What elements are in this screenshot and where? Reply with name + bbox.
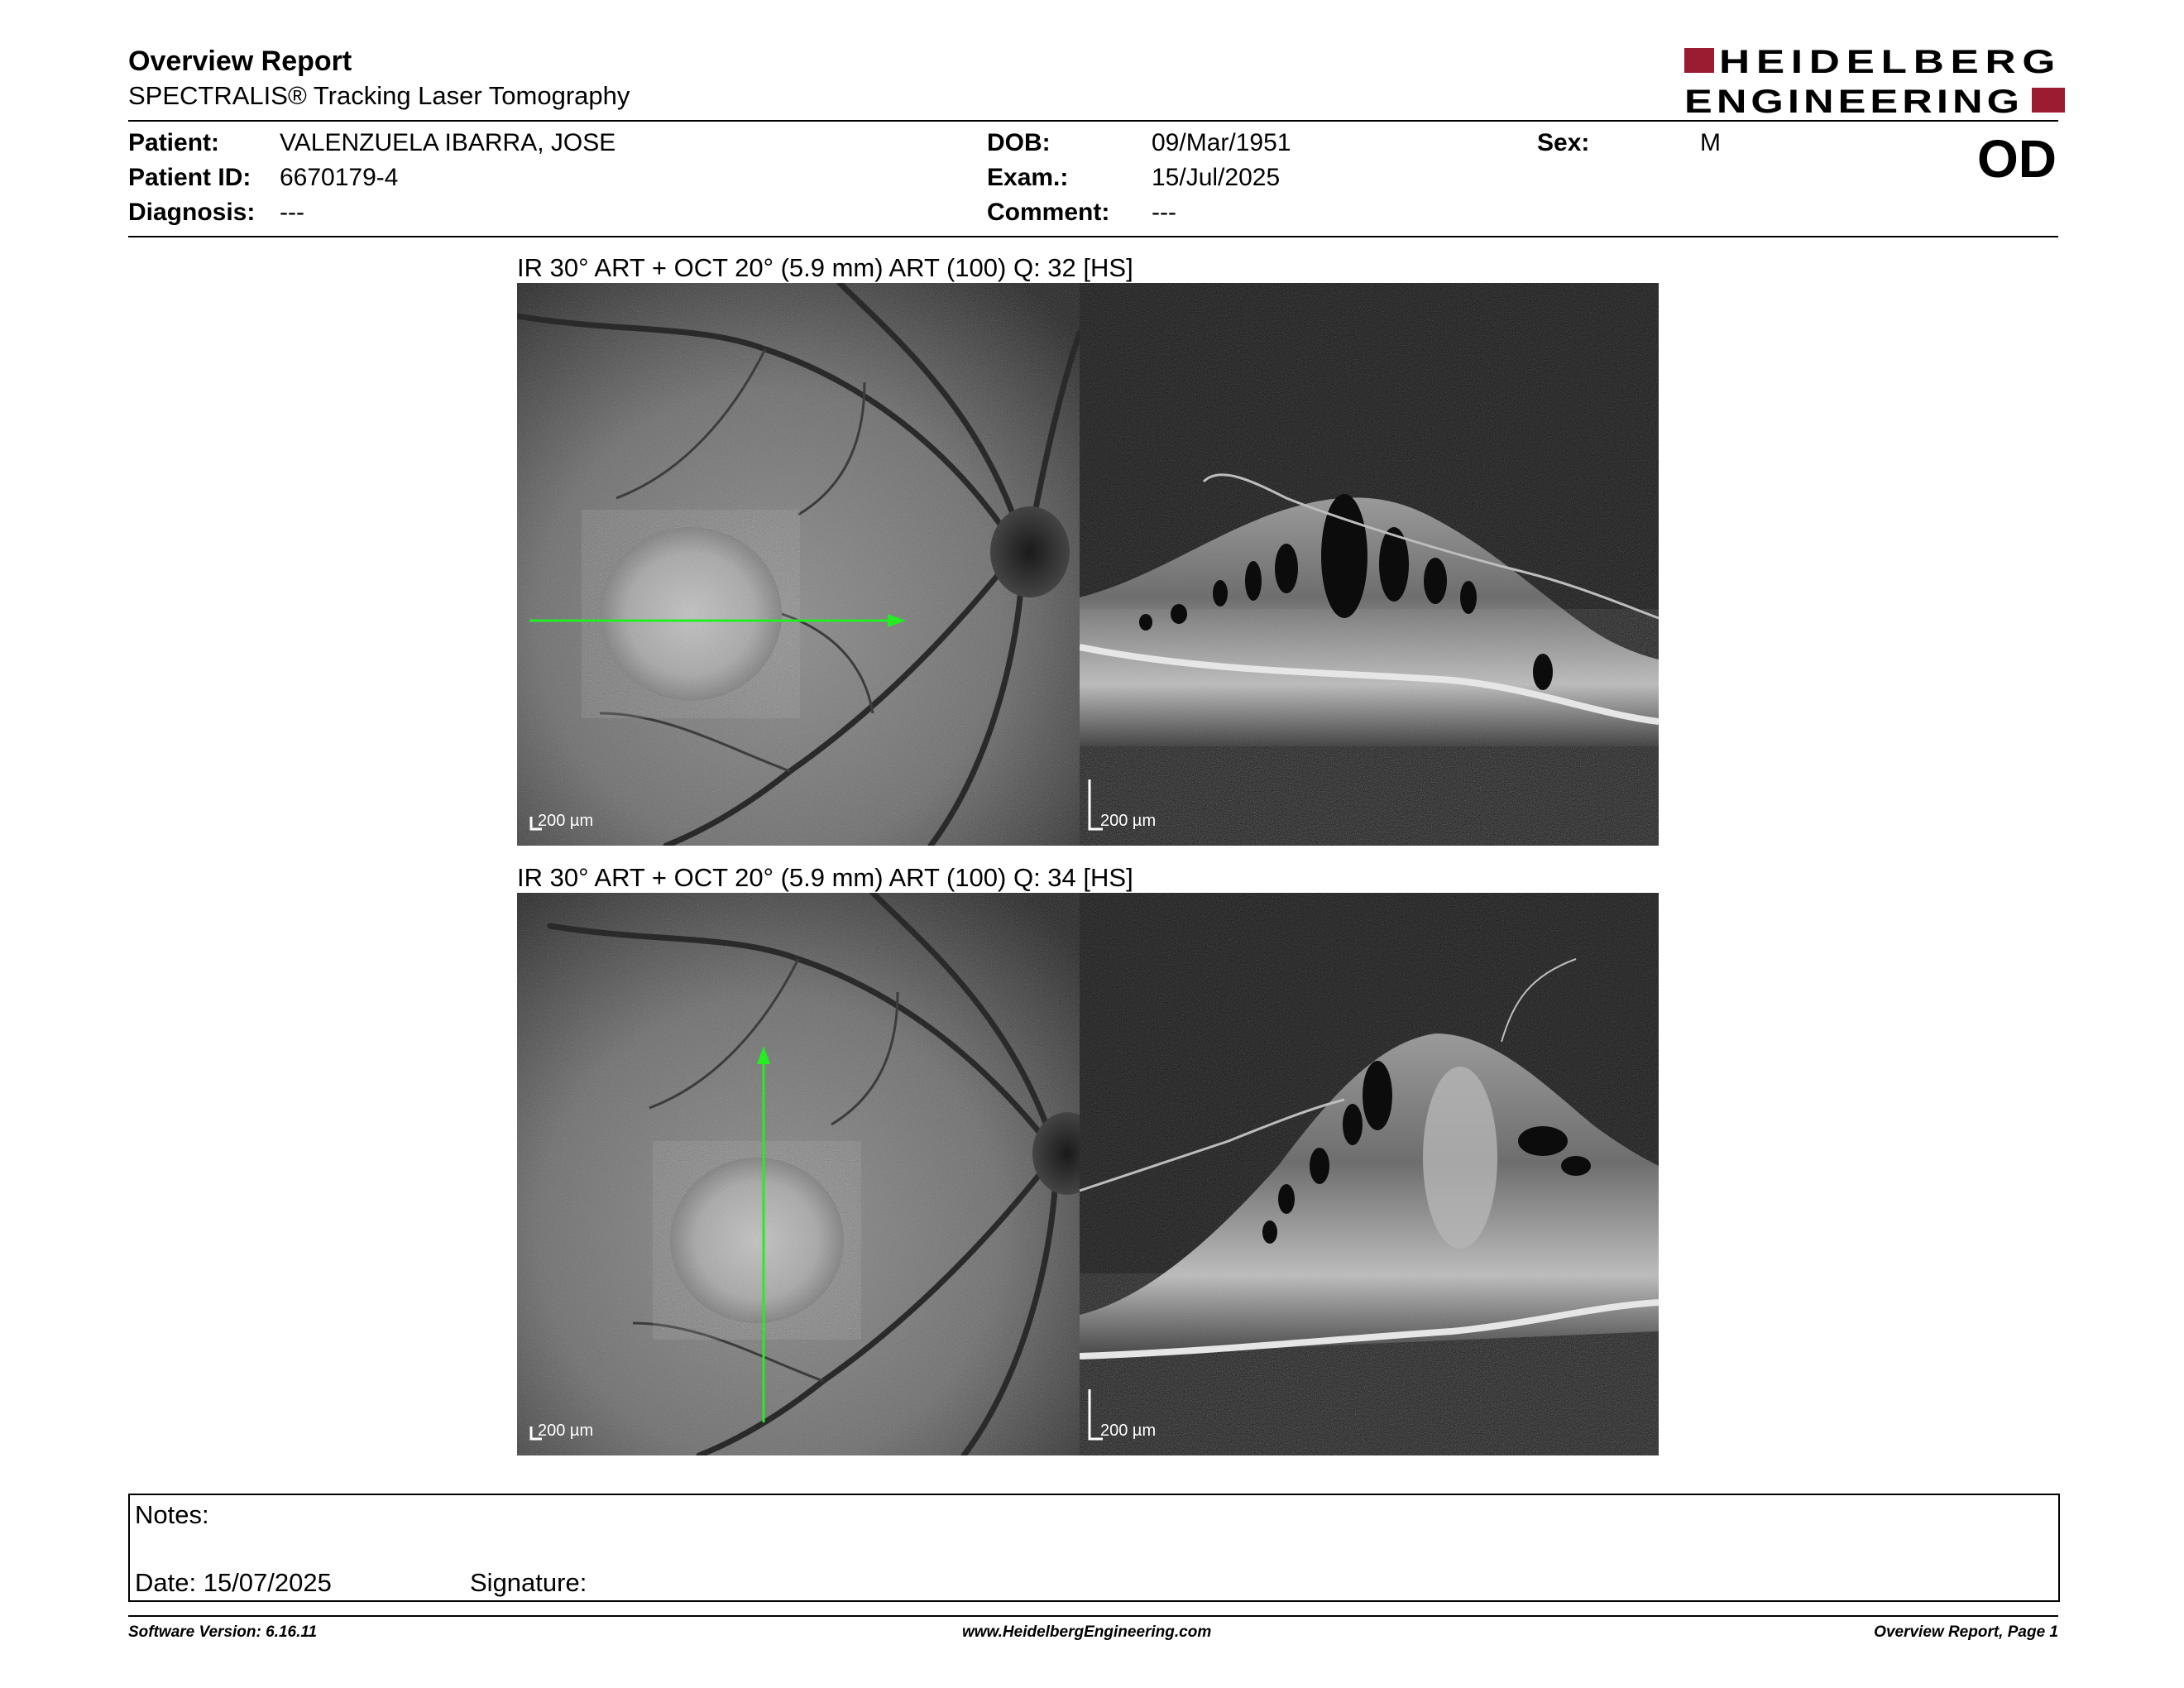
notes-box [128, 1494, 2060, 1602]
scan-2-fundus-scale: 200 µm [538, 1422, 594, 1440]
header-divider [128, 120, 2058, 122]
scan-1-title: IR 30° ART + OCT 20° (5.9 mm) ART (100) Q: 32 [HS] [517, 253, 1133, 282]
patient-name: VALENZUELA IBARRA, JOSE [280, 129, 616, 156]
patient-id: 6670179-4 [280, 164, 399, 191]
diagnosis-value: --- [280, 199, 304, 226]
notes-label: Notes: [135, 1500, 209, 1529]
sex-label: Sex: [1537, 129, 1590, 156]
dob-value: 09/Mar/1951 [1152, 129, 1291, 156]
patient-label: Patient: [128, 129, 220, 156]
scan-2-title: IR 30° ART + OCT 20° (5.9 mm) ART (100) Q: 34 [HS] [517, 863, 1133, 892]
notes-date: Date: 15/07/2025 [135, 1568, 332, 1597]
eye-indicator: OD [1977, 129, 2057, 189]
heidelberg-engineering-logo [1684, 43, 2065, 117]
exam-label: Exam.: [987, 164, 1069, 191]
report-subtitle: SPECTRALIS® Tracking Laser Tomography [128, 81, 630, 110]
comment-value: --- [1152, 199, 1176, 226]
scan-1-oct-scale: 200 µm [1100, 812, 1157, 830]
sex-value: M [1700, 129, 1721, 156]
scan-1-fundus-scale: 200 µm [538, 812, 594, 830]
patient-id-label: Patient ID: [128, 164, 251, 191]
comment-label: Comment: [987, 199, 1110, 226]
diagnosis-label: Diagnosis: [128, 199, 256, 226]
dob-label: DOB: [987, 129, 1051, 156]
website-link[interactable]: www.HeidelbergEngineering.com [962, 1623, 1212, 1641]
scan-2-oct-bscan [1080, 893, 1659, 1455]
scan-1-oct-bscan [1080, 283, 1659, 846]
software-version: Software Version: 6.16.11 [128, 1623, 318, 1641]
scan-1-fundus-image [517, 283, 1080, 846]
page-indicator: Overview Report, Page 1 [1874, 1623, 2058, 1641]
report-title: Overview Report [128, 46, 352, 77]
svg-text:ENGINEERING: ENGINEERING [1684, 84, 2024, 117]
scan-2-oct-scale: 200 µm [1100, 1422, 1157, 1440]
scan-2-fundus-image [517, 893, 1080, 1455]
footer-divider [128, 1615, 2058, 1617]
svg-text:HEIDELBERG: HEIDELBERG [1719, 44, 2062, 80]
signature-label: Signature: [470, 1568, 587, 1597]
patient-divider [128, 236, 2058, 237]
exam-value: 15/Jul/2025 [1152, 164, 1281, 191]
